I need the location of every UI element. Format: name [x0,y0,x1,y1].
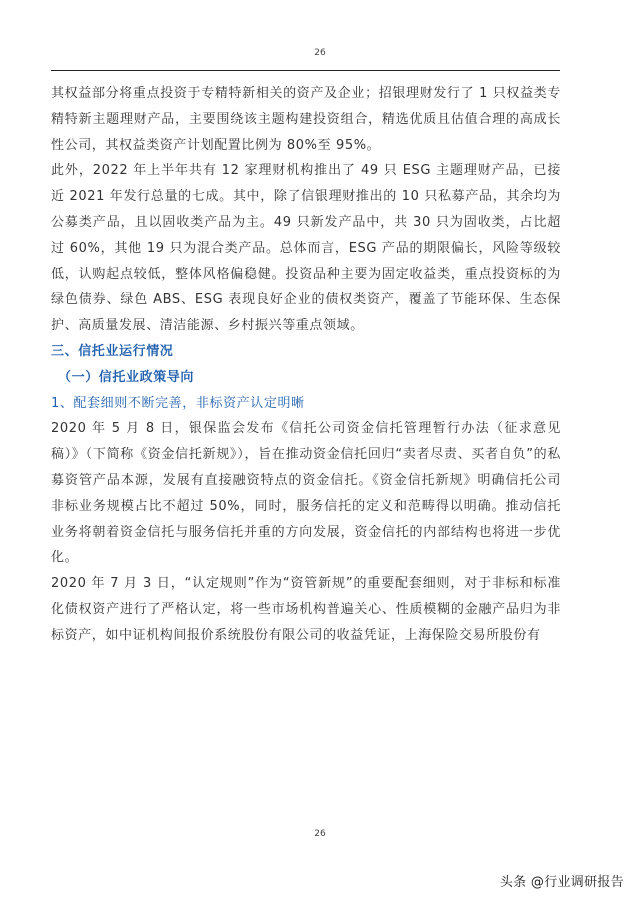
page-number-bottom: 26 [314,829,326,839]
paragraph-4: 2020 年 7 月 3 日，“认定规则”作为“资管新规”的重要配套细则，对于非标和标准化债权资产进行了严格认定，将一些市场机构普遍关心、性质模糊的金融产品归为非标资产，如中证机构间报价系统股份有限公司的收益凭证，上海保险交易所股份有 [51,576,561,643]
header-rule [51,70,560,71]
paragraph-3: 2020 年 5 月 8 日，银保监会发布《信托公司资金信托管理暂行办法（征求意见稿）》（下简称《资金信托新规》），旨在推动资金信托回归“卖者尽责、买者自负”的私募资管产品本源，发展有直接融资特点的资金信托。《资金信托新规》明确信托公司非标业务规模占比不超过 50%，同时，服务信托的定义和范畴得以明确。推动信托业务将朝着资金信托与服务信托并重的方向发展，资金信托的内部结构也将进一步优化。 [51,421,561,566]
page-number-top: 26 [314,48,326,58]
item-heading: 1、配套细则不断完善，非标资产认定明晰 [51,395,305,411]
paragraph-2: 此外，2022 年上半年共有 12 家理财机构推出了 49 只 ESG 主题理财产品，已接近 2021 年发行总量的七成。其中，除了信银理财推出的 10 只私募产品，其余均为公募类产品，且以固收类产品为主。49 只新发产品中，共 30 只为固收类，占比超过 60%，其他 19 只为混合类产品。总体而言，ESG 产品的期限偏长，风险等级较低，认购起点较低，整体风格偏稳健。投资品种主要为固定收益类，重点投资标的为绿色债券、绿色 ABS、ESG 表现良好企业的债权类资产，覆盖了节能环保、生态保护、高质量发展、清洁能源、乡村振兴等重点领域。 [51,163,561,334]
subsection-heading: （一）信托业政策导向 [58,369,195,385]
section-heading: 三、信托业运行情况 [51,343,174,359]
document-body [51,81,561,649]
paragraph-1: 其权益部分将重点投资于专精特新相关的资产及企业；招银理财发行了 1 只权益类专精特新主题理财产品，主要围绕该主题构建投资组合，精选优质且估值合理的高成长性公司，其权益类资产计划配置比例为 80%至 95%。 [51,86,561,153]
watermark: 头条 @行业调研报告 [499,875,624,890]
